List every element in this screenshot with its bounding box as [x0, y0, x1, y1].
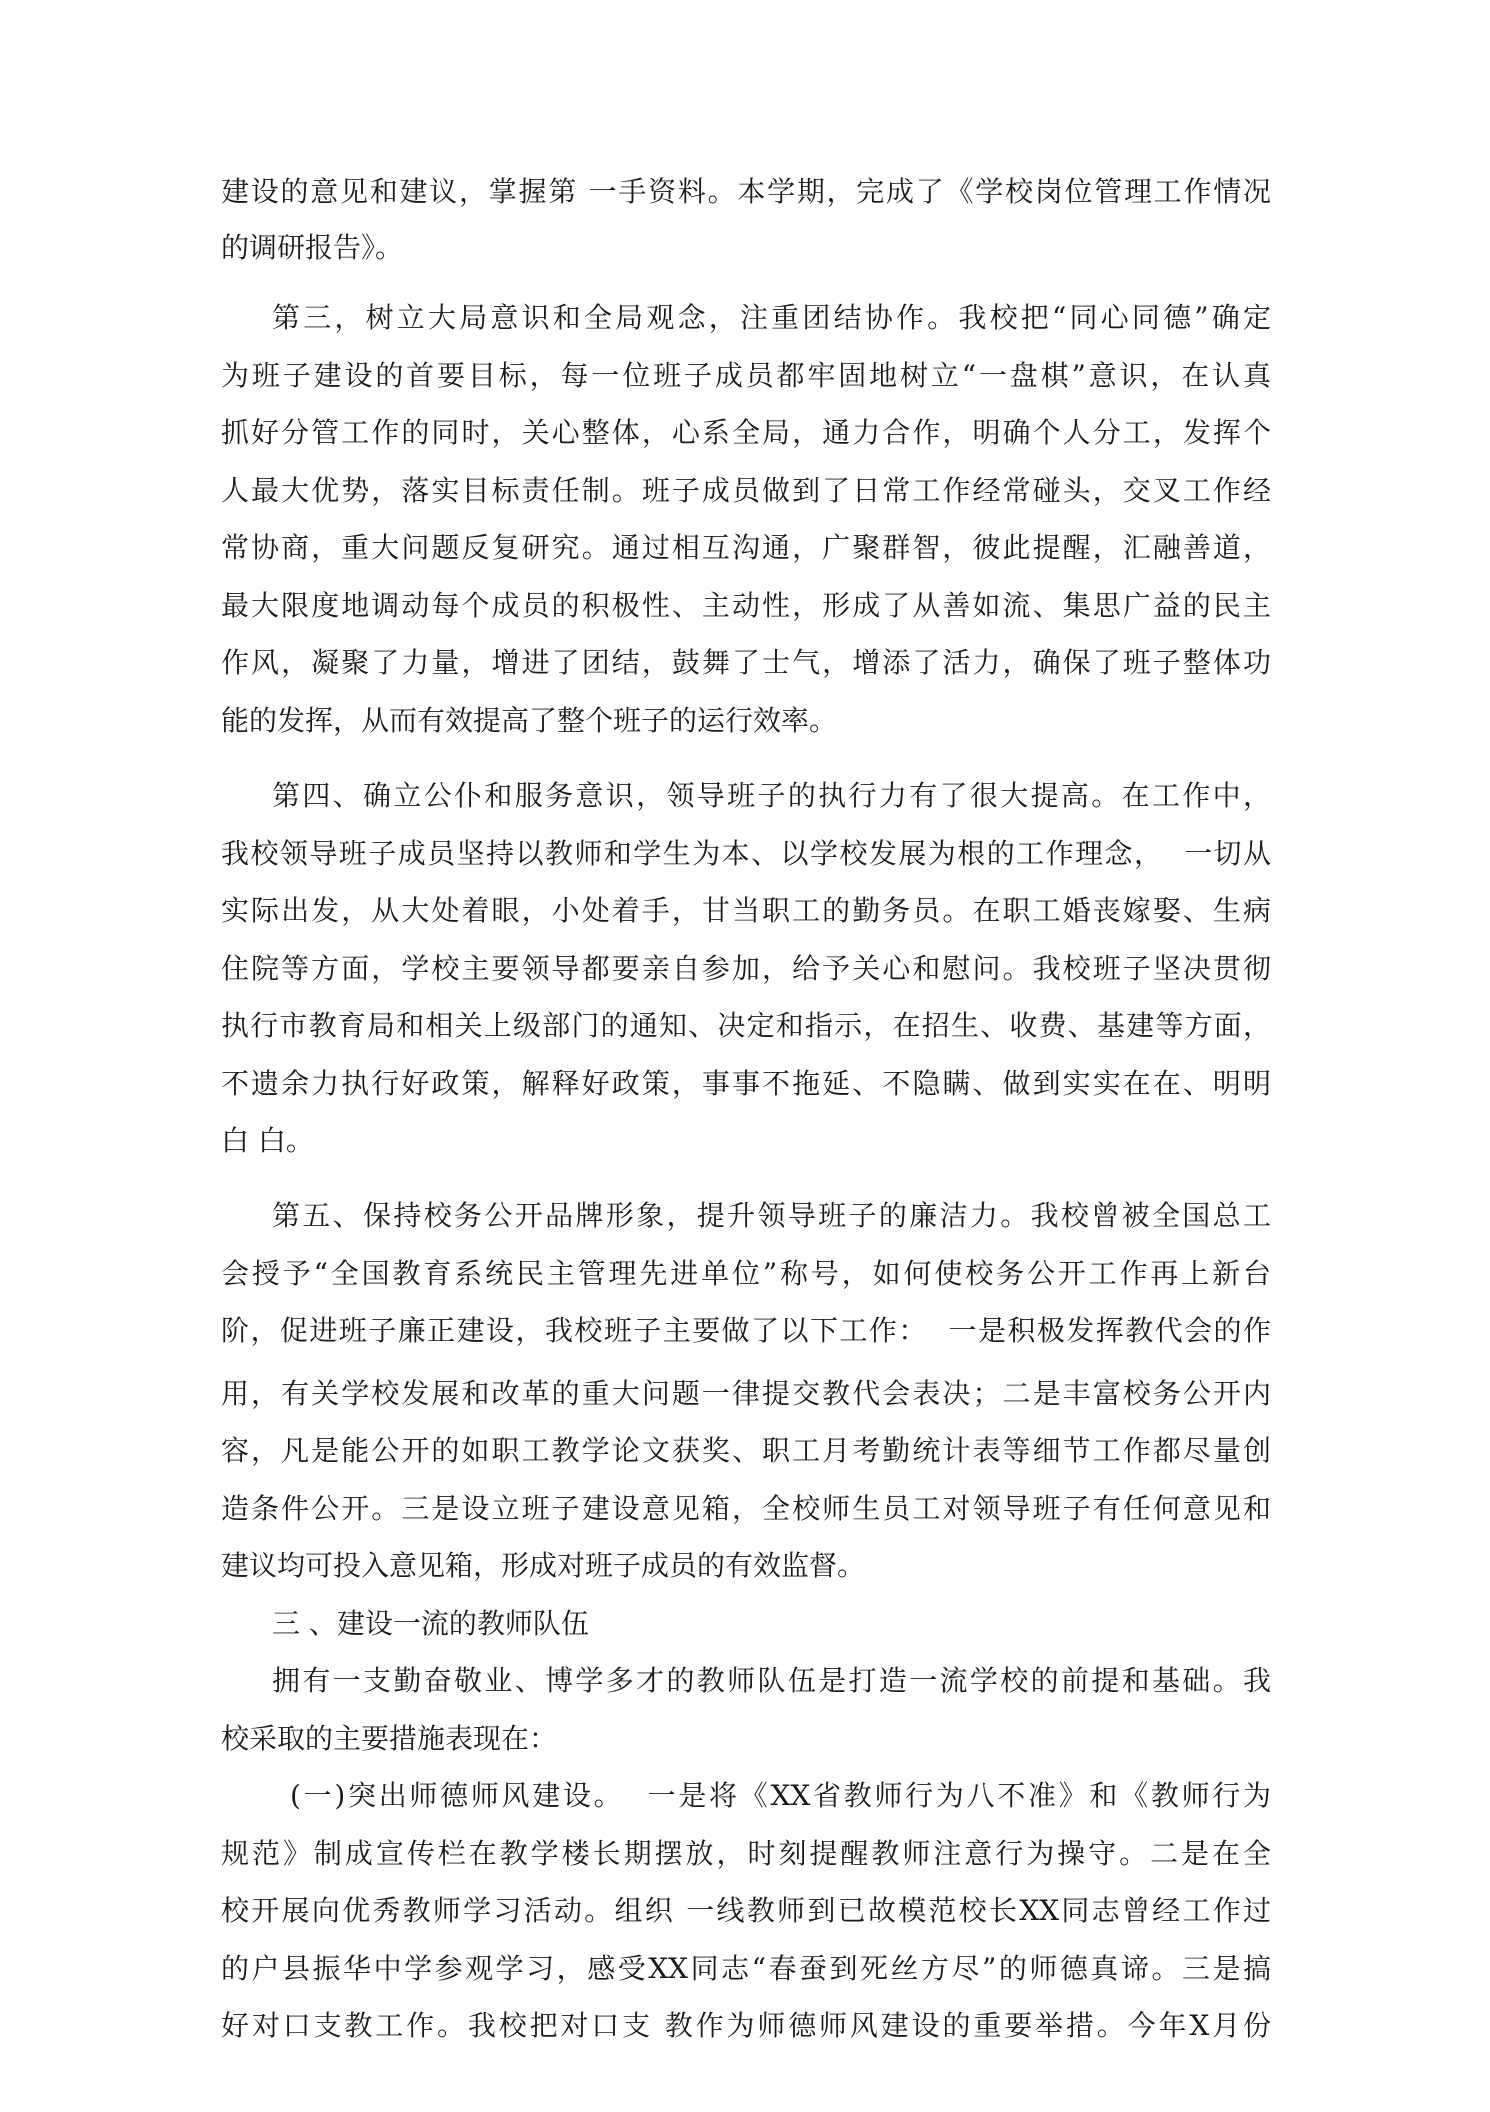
text-line-12: 我校领导班子成员坚持以教师和学生为本、以学校发展为根的工作理念， 一切从	[221, 837, 1271, 870]
text-line-1: 建设的意见和建议，掌握第 一手资料。本学期，完成了《学校岗位管理工作情况	[221, 175, 1271, 208]
text-line-7: 常协商，重大问题反复研究。通过相互沟通，广聚群智，彼此提醒，汇融善道，	[221, 531, 1271, 564]
text-line-24: 建议均可投入意见箱，形成对班子成员的有效监督。	[221, 1549, 866, 1582]
text-line-29: 规范》制成宣传栏在教学楼长期摆放，时刻提醒教师注意行为操守。二是在全	[221, 1837, 1271, 1870]
text-line-2: 的调研报告》。	[221, 231, 404, 264]
text-line-30: 校开展向优秀教师学习活动。组织 一线教师到已故模范校长XX同志曾经工作过	[221, 1894, 1271, 1927]
text-line-32: 好对口支教工作。我校把对口支 教作为师德师风建设的重要举措。今年X月份	[221, 2009, 1271, 2042]
text-line-11: 第四、确立公仆和服务意识，领导班子的执行力有了很大提高。在工作中，	[272, 779, 1271, 812]
text-line-14: 住院等方面，学校主要领导都要亲自参加，给予关心和慰问。我校班子坚决贯彻	[221, 952, 1271, 985]
text-line-16: 不遗余力执行好政策，解释好政策，事事不拖延、不隐瞒、做到实实在在、明明	[221, 1067, 1271, 1100]
text-line-26: 拥有一支勤奋敬业、博学多才的教师队伍是打造一流学校的前提和基础。我	[272, 1664, 1271, 1697]
text-line-27: 校采取的主要措施表现在：	[221, 1722, 558, 1755]
text-line-13: 实际出发，从大处着眼，小处着手，甘当职工的勤务员。在职工婚丧嫁娶、生病	[221, 894, 1271, 927]
text-line-6: 人最大优势，落实目标责任制。班子成员做到了日常工作经常碰头，交叉工作经	[221, 474, 1271, 507]
text-line-31: 的户县振华中学参观学习，感受XX同志“春蚕到死丝方尽”的师德真谛。三是搞	[221, 1952, 1271, 1985]
text-line-28: (一)突出师德师风建设。 一是将《XX省教师行为八不准》和《教师行为	[290, 1779, 1271, 1812]
text-line-18: 第五、保持校务公开品牌形象，提升领导班子的廉洁力。我校曾被全国总工	[272, 1199, 1271, 1232]
text-line-17: 白 白。	[221, 1124, 314, 1157]
text-line-20: 阶，促进班子廉正建设，我校班子主要做了以下工作： 一是积极发挥教代会的作	[221, 1314, 1271, 1347]
text-line-10: 能的发挥，从而有效提高了整个班子的运行效率。	[221, 704, 838, 737]
text-line-22: 容，凡是能公开的如职工教学论文获奖、职工月考勤统计表等细节工作都尽量创	[221, 1434, 1271, 1467]
text-line-5: 抓好分管工作的同时，关心整体，心系全局，通力合作，明确个人分工，发挥个	[221, 416, 1271, 449]
text-line-4: 为班子建设的首要目标，每一位班子成员都牢固地树立“一盘棋”意识，在认真	[221, 359, 1271, 392]
text-line-9: 作风，凝聚了力量，增进了团结，鼓舞了士气，增添了活力，确保了班子整体功	[221, 646, 1271, 679]
text-line-3: 第三，树立大局意识和全局观念，注重团结协作。我校把“同心同德”确定	[272, 301, 1271, 334]
text-line-15: 执行市教育局和相关上级部门的通知、决定和指示，在招生、收费、基建等方面，	[221, 1009, 1271, 1042]
text-line-8: 最大限度地调动每个成员的积极性、主动性，形成了从善如流、集思广益的民主	[221, 589, 1271, 622]
text-line-23: 造条件公开。三是设立班子建设意见箱，全校师生员工对领导班子有任何意见和	[221, 1492, 1271, 1525]
text-line-21: 用，有关学校发展和改革的重大问题一律提交教代会表决；二是丰富校务公开内	[221, 1377, 1271, 1410]
section-heading: 三 、建设一流的教师队伍	[272, 1607, 589, 1640]
text-line-19: 会授予“全国教育系统民主管理先进单位”称号，如何使校务公开工作再上新台	[221, 1257, 1271, 1290]
